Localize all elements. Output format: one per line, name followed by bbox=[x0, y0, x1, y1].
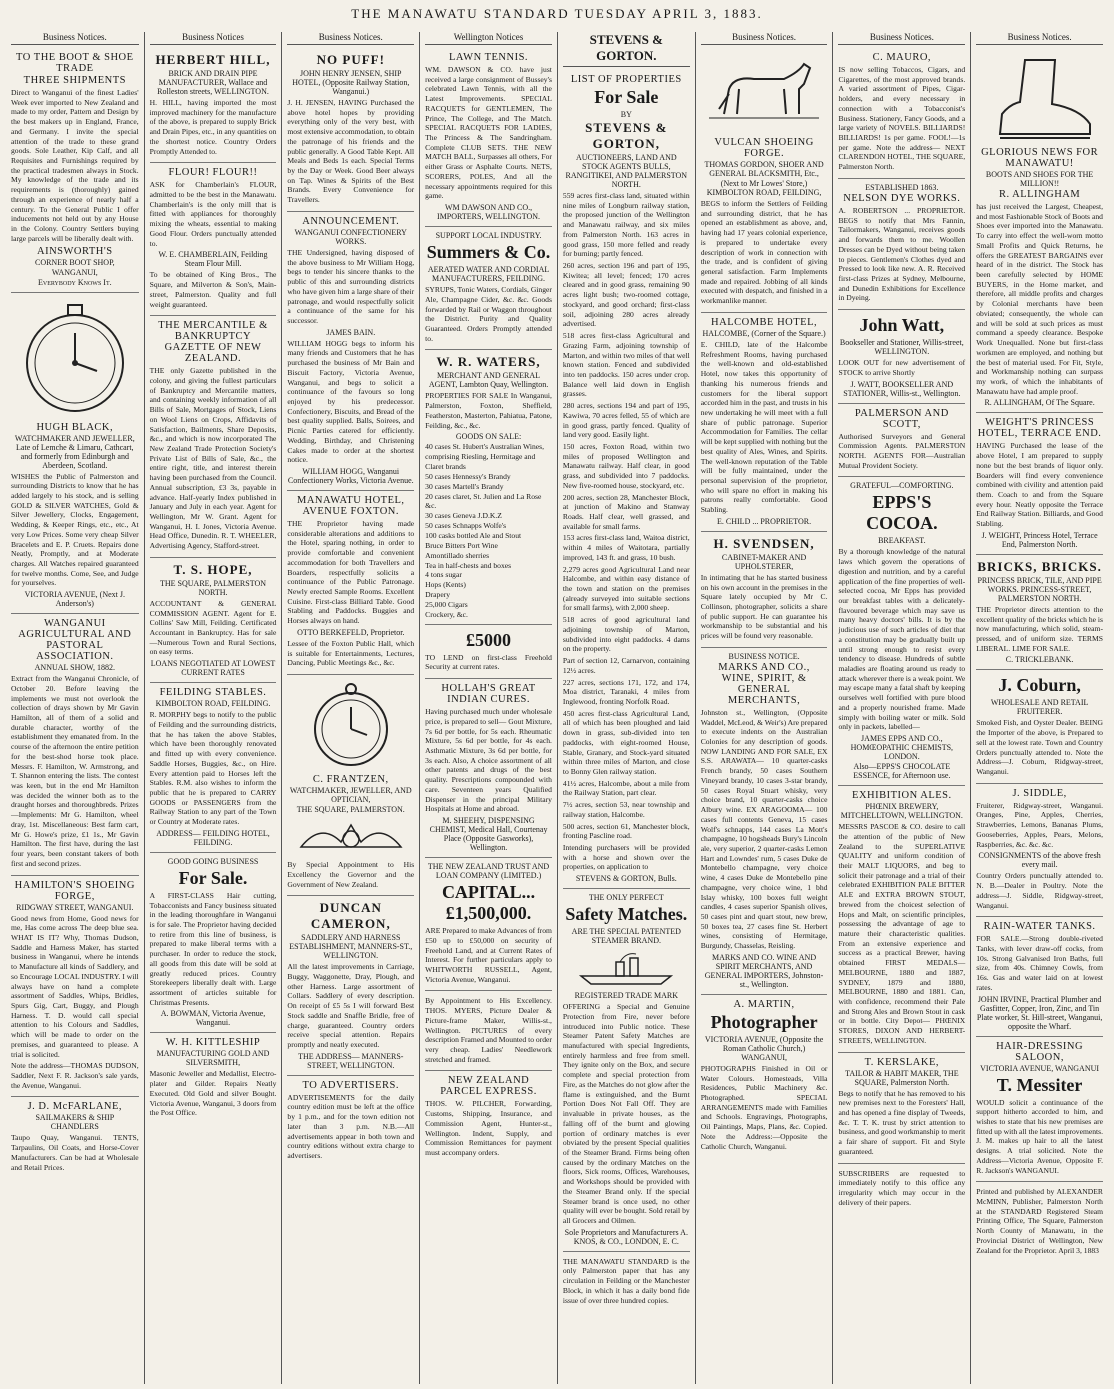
ad-agricultural-association bbox=[11, 614, 139, 875]
ad-title: VULCAN SHOEING FORGE. bbox=[714, 137, 814, 159]
list-item: 153 acres first-class land, Waitoa district, within 4 miles of Waitotara, partially improved, 143 ft. and grass, 10 bush. bbox=[562, 533, 690, 562]
list-item: 280 acres, sections 194 and part of 195, Kawiwa, 70 acres felled, 55 of which are in good grass, partly fenced. Quality of land very good. Easily light. bbox=[562, 401, 690, 440]
column-head: Business Notices. bbox=[287, 32, 414, 45]
ad-signature: A. BOWMAN, Victoria Avenue, Wanganui. bbox=[160, 1009, 266, 1028]
ad-signature: C. TRICKLEBANK. bbox=[1005, 655, 1074, 665]
ad-title: HAMILTON'S SHOEING FORGE, bbox=[14, 879, 135, 902]
column-5 bbox=[557, 32, 695, 1384]
ad-subtitle: MANUFACTURING GOLD AND SILVERSMITH, bbox=[156, 1049, 270, 1068]
ad-signature: JAMES BAIN. bbox=[326, 327, 376, 337]
ad-subtitle: AERATED WATER AND CORDIAL MANUFACTURERS, FEILDING. bbox=[427, 265, 550, 284]
ad-signature: STEVENS & GORTON, Bulls. bbox=[575, 874, 677, 884]
imprint bbox=[976, 1182, 1103, 1261]
column-head: Business Notices bbox=[150, 32, 277, 45]
ad-address: (Next to Mr Lowes' Store,) KIMBOLTON ROAD, FEILDING, bbox=[706, 179, 822, 197]
ad-headline: For Sale. bbox=[178, 867, 248, 888]
ad-body: All the latest improvements in Carriage, Buggy, Waggonette, Dray, Plough, and other Harness. Large assortment of Collars. Saddlery of every description. On receipt of £5 5s I will forward Best Stock saddle and Snaffle Bridle, free of charge, guaranteed. Country orders receive special attention. Repairs promptly and neatly executed. bbox=[287, 962, 415, 1049]
ad-loan-5000 bbox=[425, 625, 552, 679]
ad-subtitle: RIDGWAY STREET, WANGANUI. bbox=[16, 902, 134, 912]
ad-title: NEW ZEALAND PARCEL EXPRESS. bbox=[440, 1075, 537, 1098]
ad-to-advertisers bbox=[287, 1076, 414, 1167]
column-head: STEVENS & GORTON. bbox=[563, 32, 690, 67]
ad-body: PROPERTIES FOR SALE In Wanganui, Palmerston, Foxton, Sheffield, Featherston, Masterton, Pahiatua, Patone, Feilding, &c., &c. bbox=[425, 391, 552, 430]
ad-coburn bbox=[976, 670, 1103, 783]
ad-body: Good news from Home, Good news for me, Has come across The deep blue sea. WHAT IS IT? Why, Thomas Dudson, Saddle and Harness Maker, has started business in Wanganui, where he intends to Manufacture all kinds of Saddlery, and so Encourage LOCAL INDUSTRY. I will always have on hand a complete assortment of Saddles, Whips, Bridles, Spurs Gig, Cart, Buggy, and Plough Harness. T. D. would call special attention to his Colours and Saddles, which will be made to order on the premises, and guaranteed to please. A trial is solicited. bbox=[11, 913, 139, 1059]
ad-title: MANAWATU HOTEL, AVENUE FOXTON. bbox=[296, 495, 405, 517]
columns bbox=[6, 32, 1108, 1384]
ad-headline: T. Messiter bbox=[996, 1074, 1083, 1095]
ad-subtitle: VICTORIA AVENUE, (Opposite the Roman Catholic Church,) WANGANUI, bbox=[704, 1034, 824, 1062]
ad-subscribers bbox=[838, 1164, 965, 1214]
ad-body: THOS. W. PILCHER, Forwarding, Customs, Shipping, Insurance, and Commission Agent, Hunter-st., Wellington. Indent, Supply, and Commission Remittances for payment must accompany orders. bbox=[425, 1099, 552, 1157]
ad-subtitle: ARE THE SPECIAL PATENTED STEAMER BRAND. bbox=[571, 927, 681, 946]
ad-mcfarlane bbox=[11, 1097, 139, 1178]
ad-name: STEVENS & GORTON, bbox=[585, 120, 668, 151]
steamer-ship-icon bbox=[566, 948, 686, 988]
ad-trademark: REGISTERED TRADE MARK bbox=[574, 991, 679, 1001]
ad-hairdressing bbox=[976, 1037, 1103, 1183]
ad-body: Begs to notify that he has removed to his new premises next to the Foresters' Hall, and has opened a fine display of Tweeds, &c. T. T. K. trust by strict attention to business, and good workmanship to merit a fair share of support. Fit and Style guaranteed. bbox=[838, 1088, 966, 1156]
ad-pretitle: SUPPORT LOCAL INDUSTRY. bbox=[435, 231, 542, 241]
ad-body: IS now selling Tobaccos, Cigars, and Cigarettes, of the most approved brands. A varied assortment of Pipes, Cigar-holders, and every necessary in connection with a Tobacconist's Business. Stationery, Fancy Goods, and a large variety of NOVELS. BILLIARDS! BILLIARDS! 1s per game. FOOL!—1s per game. Note the address— NEXT CLARENDON HOTEL, THE SQUARE, Palmerston North. bbox=[838, 65, 966, 172]
ad-subtitle: THREE SHIPMENTS bbox=[23, 75, 126, 86]
ad-subtitle: HALCOMBE, (Corner of the Square.) bbox=[702, 328, 826, 338]
ad-title: FLOUR! FLOUR!! bbox=[168, 167, 258, 179]
column-4 bbox=[419, 32, 557, 1384]
ad-body: MESSRS PASCOE & CO. desire to call the attention of the public of New Zealand to the SUPERLATIVE QUALITY and uniform condition of their MALT LIQUORS, and beg to solicit their patronage and a trial of their celebrated EXHIBITION PALE BITTER ALE and EXTRA BROWN STOUT, brewed from the choicest selection of Hops and Malt, on scientific principles, possessing the advantage of age to mature their characteristic qualities. From an extensive experience and success as a practical Brewer, having obtained FIRST MEDALS— MELBOURNE, 1880 and 1887, SYDNEY, 1879 and 1880, MELBOURNE, 1880 and 1881. Can, with confidence, recommend their Pale and Strong Ales and Brown Stout in cask or in bottle. City Depot— PHŒNIX STORES, DIXON AND HERBERT-STREETS, WELLINGTON. bbox=[838, 822, 966, 1045]
ad-kittleship bbox=[150, 1033, 277, 1124]
ad-title: PALMERSON AND SCOTT, bbox=[854, 407, 949, 430]
ad-headline: £5000 bbox=[466, 629, 512, 650]
ad-signature: AINSWORTH'S bbox=[37, 245, 113, 257]
ad-bricks bbox=[976, 555, 1103, 671]
ad-title: DUNCAN CAMERON, bbox=[310, 900, 391, 932]
ad-pretitle: GRATEFUL—COMFORTING. bbox=[850, 481, 954, 491]
ad-headline: For Sale bbox=[594, 87, 659, 107]
ad-name: NELSON DYE WORKS. bbox=[843, 192, 961, 204]
ad-title: BRICKS, BRICKS. bbox=[977, 558, 1102, 574]
ad-body: SYRUPS, Tonic Waters, Cordials, Ginger Ale, Champagne Cider, &c. &c. Goods forwarded by Rail or Waggon throughout the District. Purity and Quality Guaranteed. Orders Promptly attended to. bbox=[425, 285, 552, 343]
ad-signature: R. ALLINGHAM, Of The Square. bbox=[984, 398, 1095, 408]
list-item: 30 cases Martell's Brandy bbox=[425, 481, 504, 491]
ad-body: Having purchased much under wholesale price, is prepared to sell— Gout Mixture, 7s 6d per bottle, for 5s each. Rheumatic Mixture, 5s 6d per bottle, for 4s each. Asthmatic Mixture, 3s 6d per bottle, for 3s each. Also, A choice assortment of all other patents and drugs of the best quality. Prescriptions compounded with care. Seventeen years Qualified Dispenser in the principal Military Hospitals at Home and abroad. bbox=[425, 707, 552, 814]
ad-duncan-cameron bbox=[287, 896, 414, 1075]
ad-title: WEIGHT'S PRINCESS HOTEL, TERRACE END. bbox=[977, 417, 1102, 440]
ad-signature: M. SHEEHY, DISPENSING CHEMIST, Medical Hall, Courtenay Place (Opposite Gasworks), Wellington. bbox=[429, 816, 548, 853]
ad-title: H. SVENDSEN, bbox=[713, 535, 815, 551]
ad-title: THE MERCANTILE & BANKRUPTCY GAZETTE OF NEW ZEALAND. bbox=[158, 320, 268, 365]
list-item: 200 acres, section 28, Manchester Block, at junction of Makino and Stanway Roads. Half clear, well grassed, and available for small farms. bbox=[562, 492, 690, 531]
ad-subtitle: THE SQUARE, PALMERSTON NORTH. bbox=[160, 578, 267, 597]
ad-subtitle: SAILMAKERS & SHIP CHANDLERS bbox=[35, 1113, 115, 1132]
ad-signature: Everybody Knows It. bbox=[37, 277, 112, 287]
list-item: Hops (Kents) bbox=[425, 580, 466, 590]
ad-body: By Appointment to His Excellency. THOS. MYERS, Picture Dealer & Picture-frame Maker, Willis-st., Wellington. PICTURES of every description Framed and Mounted to order very cheap. Ladies' Needlework stretched and framed. bbox=[425, 996, 552, 1064]
property-list bbox=[563, 191, 690, 841]
ad-body: SUBSCRIBERS are requested to immediately notify to this office any irregularity which may occur in the delivery of their papers. bbox=[838, 1168, 966, 1207]
ad-john-watt bbox=[838, 310, 965, 403]
ad-martin-photographer bbox=[701, 995, 828, 1157]
ad-title: ANNOUNCEMENT. bbox=[302, 215, 400, 227]
ad-body: HAVING Purchased the lease of the above Hotel, I am prepared to supply none but the best brands of liquor only. Boarders will find every convenience combined with civility and attention paid them. Coach to and from the Square every hour. Neatly opposite the Terrace End Railway Station. Billiards, and Good Stabling. bbox=[976, 441, 1103, 529]
ad-body: A FIRST-CLASS Hair cutting, Tobacconists and Fancy business situated in the leading thoroughfare in Wanganui is for sale. The Proprietor having decided to retire from this line of business, is prepared to make liberal terms with a purchaser. In order to reduce the stock, all goods from this date will be sold at greatly reduced prices. Country Storekeepers liberally dealt with. Large assortment of articles suitable for Christmas Presents. bbox=[149, 890, 277, 1007]
ad-body: TO LEND on first-class Freehold Security at current rates. bbox=[425, 652, 552, 672]
ad-mercantile-gazette bbox=[150, 316, 277, 558]
ad-signature: MARKS AND CO. WINE AND SPIRIT MERCHANTS, AND GENERAL IMPORTERS, Johnston-st., Wellington. bbox=[704, 952, 824, 989]
ad-signature: WM DAWSON AND CO., IMPORTERS, WELLINGTON. bbox=[437, 203, 541, 222]
list-item: 2,279 acres good Agricultural Land near Halcombe, and within easy distance of the town and station on the premises (already surveyed into suitable sections for small farms), with 2,000 sheep. bbox=[562, 564, 690, 613]
ad-body: THE only Gazette published in the colony, and giving the fullest particulars of Bankruptcy and Mercantile matters, and containing weekly information of all Bills of Sale, Mortgages of Stock, Liens on Wool Liens on Crops, Affidavits of Satisfaction, Bailments, Share Deposits, &c., and which is now incorporated The New Zealand Trade Protection Society's Private List of Bills of Sale, &c., the entire right, title, and interest therein having been purchased from the Council. Annual subscription, £3 3s, payable in advance. Half-yearly Index published in January and July in each year. Agent for Wellington, Mr W. Grant. Agent for Wanganui, H. I. Jones, Victoria Avenue. Head Office, Dunedin. R. T. WHEELER, Advertising Agency, Stafford-street. bbox=[149, 366, 277, 551]
ad-wr-waters bbox=[425, 350, 552, 624]
ad-stevens-gorton bbox=[563, 70, 690, 889]
list-item: 50 cases Schnapps Wolfe's bbox=[425, 521, 507, 531]
ad-herbert-hill bbox=[150, 48, 277, 163]
ad-body: Extract from the Wanganui Chronicle, of October 20. Before leaving the implements we must not overlook the collection of drays shown by Mr Gavin Hamilton, all of them of a solid and durable character, worthy of the establishment they emanated from. In the course of the afternoon the entire petition for the best-shod horse took place. Messrs. F. Hamilton, W. Armstrong, and T. Shannon entering the lists. The contest was keen, but in the end Mr Hamilton was decided the winner both as to the draught horses and thoroughbreds. Prizes—Implements: Mr G. Hamilton, wheel dray, 1st. Miscellaneous: Best farm cart, Mr G. Howe's prize, £1 1s., Mr Gavin Hamilton. The first have, during the last four years, been constant takers of both first and second prizes. bbox=[11, 674, 139, 868]
list-item: 260 acres, section 196 and part of 195, Kiwitea; all level; fenced; 170 acres cleared and in good grass, remaining 90 acres light bush; two-roomed cottage, stockyard, and good orchard; first-class soil, adjoining 280 acres already advertised. bbox=[562, 261, 690, 329]
ad-body: WISHES the Public of Palmerston and surrounding Districts to know that he has added largely to his stock, and is selling GOLD & SILVER WATCHES, Gold & Silver Jewellery, Clocks, Engagement, Wedding, & Keeper Rings, etc., etc., At very Low Prices. Some very cheap Silver Bracelets and E. P. Cruets. Repairs done Neatly, Promptly, and at Moderate charges. All Watches repaired guaranteed for twelve months. Come, See, and Judge for yourselves. bbox=[11, 471, 139, 588]
ad-subtitle: PHŒNIX BREWERY, MITCHELLTOWN, WELLINGTON. bbox=[840, 802, 963, 821]
ad-confectionery-works bbox=[287, 212, 414, 491]
ad-body: E. CHILD, late of the Halcombe Refreshment Rooms, having purchased the well-known and old-established Hotel, now takes this opportunity of thanking his numerous friends and customers for the liberal support accorded him in the past, and trusts in his new undertaking he will meet with a full share of public patronage. Superior Accommodation for Families. The cellar will be kept supplied with nothing but the best quality of Ales, Wines, and Spirits. The well-known reputation of the Table will be fully maintained, under the personal supervision of the proprietor, who will spare no effort in making his patrons really comfortable. Good Stabling. bbox=[700, 339, 828, 515]
ad-subtitle: VICTORIA AVENUE, WANGANUI bbox=[980, 1063, 1100, 1073]
list-item: Part of section 12, Carnarvon, containing 12½ acres. bbox=[562, 656, 690, 675]
ad-body: By a thorough knowledge of the natural laws which govern the operations of digestion and nutrition, and by a careful application of the fine properties of well-selected cocoa, Mr Epps has provided our breakfast tables with a delicately-flavoured beverage which may save us many heavy doctors' bills. It is by the judicious use of such articles of diet that a constitution may be gradually built up until strong enough to resist every tendency to disease. Hundreds of subtle maladies are floating around us ready to attack wherever there is a weak point. We may escape many a fatal shaft by keeping ourselves well fortified with pure blood and a properly nourished frame. Made simply with boiling water or milk. Sold only in packets, labelled— bbox=[838, 547, 966, 732]
ad-name: R. ALLINGHAM bbox=[998, 189, 1081, 200]
ad-body: A. ROBERTSON ... PROPRIETOR. BEGS to notify that Mrs Fannin, Tailormakers, Wanganui, receives goods and forwards them to me. Woollen Dresses can be Dyed without being taken to pieces. Gentlemen's Clothes dyed and Pressed to look like new. A. R. Received first-class Prizes at Sydney, Melbourne, and Dunedin Exhibitions for Excellence in Dyeing. bbox=[838, 205, 966, 303]
ad-note: Lessee of the Foxton Public Hall, which is suitable for Entertainments, Lectures, Dancing, Public Meetings &c., &c. bbox=[287, 638, 415, 668]
ad-svendsen bbox=[701, 532, 828, 648]
ad-kerslake bbox=[838, 1053, 965, 1164]
list-item: Drapery bbox=[425, 590, 451, 600]
ad-title: LIST OF PROPERTIES bbox=[570, 74, 682, 85]
ad-body: Country Orders punctually attended to. N. B.—Dealer in Poultry. Note the address—J. Siddle, Ridgway-street, Wanganui. bbox=[976, 871, 1103, 910]
ad-subtitle: TAILOR & HABIT MAKER, THE SQUARE, Palmerston North. bbox=[845, 1068, 959, 1087]
ad-subtitle: WANGANUI CONFECTIONERY WORKS. bbox=[294, 227, 407, 246]
ad-name: MARKS AND CO., WINE, SPIRIT, & GENERAL MERCHANTS, bbox=[718, 661, 810, 706]
ad-title: Summers & Co. bbox=[426, 242, 551, 263]
ad-headline: CAPITAL...£1,500,000. bbox=[441, 882, 536, 924]
ad-body: ASK for Chamberlain's FLOUR, admitted to be the best in the Manawatu. Chamberlain's is the only mill that is fitted with appliances for thoroughly mixing the wheats, essential to making Good Flour. Orders punctually attended to. bbox=[149, 180, 277, 248]
ad-body: has just received the Largest, Cheapest, and most Fashionable Stock of Boots and Shoes ever imported into the Manawatu. To carry into effect the well-worn motto Small Profits and Quick Returns, he offers the GREATEST BARGAINS ever heard of in the district. The Stock has been carefully selected by HOME BUYERS, in the Home market, and therefore, all middle profits and charges by Colonial merchants have been obviated; consequently, the whole can and will be sold at such prices as must command a speedy clearance. Bespoke Work Unequalled. None but first-class workmen are employed, and nothing but the best of material used. For Fit, Style, and Workmanship nothing can surpass my work, of which the inhabitants of Manawatu have had ample proof. bbox=[976, 202, 1103, 396]
column-head: Business Notices. bbox=[701, 32, 828, 45]
ad-subtitle: ANNUAL SHOW, 1882. bbox=[34, 663, 115, 673]
column-head: Wellington Notices bbox=[425, 32, 552, 45]
ad-title: GOOD GOING BUSINESS bbox=[167, 856, 259, 866]
ad-title: C. FRANTZEN, bbox=[312, 774, 389, 786]
ad-siddle bbox=[976, 784, 1103, 917]
ad-flour bbox=[150, 163, 277, 316]
ad-summers bbox=[425, 227, 552, 350]
list-item: 30 cases Geneva J.D.K.Z bbox=[425, 511, 502, 521]
ad-body: Taupo Quay, Wanganui. TENTS, Tarpaulins, Oil Coats, and Horse-Cover Manufacturers. Can be had at Wholesale and Retail Prices. bbox=[11, 1133, 139, 1172]
ad-hugh-black bbox=[11, 293, 139, 615]
ad-subtitle: PRINCESS BRICK, TILE, AND PIPE WORKS. PRINCESS-STREET, PALMERSTON NORTH. bbox=[977, 575, 1102, 603]
ad-title: T. KERSLAKE, bbox=[864, 1056, 939, 1068]
ad-body: OFFERING a Special and Genuine Protection from Fire, never before introduced into Public notice. These Steamer Patent Safety Matches are manufactured with special Ingredients, entirely harmless and free from smell. They ignite only on the Box, and secure complete and special protection from Fire, as the Matches do not glow after the flame is extinguished, and the Burnt Portion Does Not Fall Off. They are invaluable in private houses, as the falling off of the burnt and glowing portion of ordinary matches is ever obviated by the present Special qualities of the Steamer Brand. Firms being often caused by the ordinary Matches on the floors, Sick rooms, Offices, Warehouses, and Workshops should be provided with the Steamer Brand only. If the special Steamer brand is once used, no other quality will ever be bought. Sold retail by all Grocers and Oilmen. bbox=[562, 1002, 690, 1225]
royal-crest-icon bbox=[291, 817, 411, 857]
ad-tanks bbox=[976, 917, 1103, 1036]
ad-title: GOODS ON SALE: bbox=[455, 432, 522, 442]
ad-boot-shoe-trade bbox=[11, 48, 139, 293]
column-7 bbox=[832, 32, 970, 1384]
ad-body: WOULD solicit a continuance of the support hitherto accorded to him, and wishes to state that his new premises are fitted up with all the latest improvements. J. M. makes up hair to all the latest designs. A trial solicited. Note the Address—Victoria Avenue, Opposite F. R. Jackson's WANGANUI. bbox=[976, 1097, 1103, 1175]
ad-body: BEGS to inform the Settlers of Feilding and surrounding district, that he has opened an establishment as above, and, having had 17 years colonial experience, is prepared to undertake every description of work in connection with the trade, and is confident of giving general satisfaction. Farm Implements made and repaired. Jobbing of all kinds executed with despatch, and finished in a workmanlike manner. bbox=[700, 199, 828, 306]
ad-subtitle: AUCTIONEERS, LAND AND STOCK AGENTS BULLS, RANGITIKEI, AND PALMERSTON NORTH. bbox=[565, 153, 688, 189]
masthead: THE MANAWATU STANDARD TUESDAY APRIL 3, 1883. bbox=[351, 6, 763, 21]
ad-subtitle: BRICK AND DRAIN PIPE MANUFACTURER, Wallace and Rolleston streets, WELLINGTON. bbox=[157, 69, 269, 96]
ad-safety-matches bbox=[563, 889, 690, 1252]
ad-frantzen bbox=[287, 675, 414, 896]
ad-body: WM. DAWSON & CO. have just received a large consignment of Bussey's celebrated Lawn Tennis, with all the Latest Improvements. SPECIAL RACQUETS for GENTLEMEN, The Prince, The College, and The Match. SPECIAL RACQUETS FOR LADIES, The Princess & The Sandringham. Complete CLUB SETS. THE NEW MATCH BALL, Surpasses all others, For either Grass or Asphalte Courts. NETS, SCORERS, POLES, And all the necessary appointments required for this game. bbox=[425, 65, 552, 201]
list-item: 150 acres, Foxton Road, within two miles of proposed Wellington and Manawatu railway. Half clear, in good grass, and subdivided into 7 paddocks. New five-roomed house, stockyard, etc. bbox=[562, 441, 690, 490]
list-item: Crockery, &c. bbox=[425, 609, 468, 619]
ad-body: R. MORPHY begs to notify to the public of Feilding and the surrounding districts, that he has taken the above Stables, which have been thoroughly renovated and fitted up with every convenience. Saddle Horses, Buggies, &c., on Hire. Every attention paid to Horses left the Stables. R.M. also wishes to inform the public that he is prepared to CARRY GOODS or PASSENGERS from the Railway Station to any part of the Town or Country at Moderate rates. bbox=[149, 710, 277, 827]
ad-subtitle: JOHN HENRY JENSEN, SHIP HOTEL, (Opposite Railway Station, Wanganui.) bbox=[292, 69, 410, 96]
ad-title: GLORIOUS NEWS FOR MANAWATU! bbox=[981, 147, 1099, 169]
ad-title: RAIN-WATER TANKS. bbox=[983, 921, 1096, 933]
ad-subtitle: WHOLESALE AND RETAIL FRUITERER. bbox=[990, 698, 1089, 717]
ad-title: J. D. McFARLANE, bbox=[27, 1101, 123, 1113]
ad-signature: J. WEIGHT, Princess Hotel, Terrace End, Palmerston North. bbox=[981, 530, 1098, 549]
ad-title: HALCOMBE HOTEL, bbox=[711, 316, 818, 328]
ad-title: J. SIDDLE, bbox=[1012, 787, 1067, 799]
ad-address: VICTORIA AVENUE, (Next J. Anderson's) bbox=[24, 590, 125, 609]
ad-body: Johnston st., Wellington, (Opposite Waddel, McLeod, & Weir's) Are prepared to execute indents on the Australian Colonies for any description of goods. NOW LANDING AND FOR SALE, EX S.S. ARAWATA— 10 quarter-casks French brandy, 50 cases Southern Vineyard brandy, 10 cases 3-star brandy, 50 cases Royal Stuart whisky, very choice brand, 10 quarter-casks choice Albury wine. EX ARAGOOMA— 100 cases full contents Geneva, 15 cases Wolf's schnapps, 144 cases La Mott's champagne, 10 hogsheads Bury's Lincoln ale, very superior, 2 quarter-casks Lemon Hart and Lowndes' rum, 5 cases Duke de Montebello champagne, very choice wine, 4 cases Duke de Montebello pine champagne, very choice wine, 1 bhd Islay whisky, 100 boxes full weight candles, 4 cases superior Spanish olives, 50 cases pint and quart stout, new brew, 50 boxes tea, 27 cases fine St. Herbert wines, consisting of Hermitage, Burgundy, Chasselas, Reisling. bbox=[700, 707, 828, 951]
list-item: 559 acres first-class land, situated within nine miles of Longburn railway station, the proposed junction of the Wellington and Manawatu railway, and six miles from Palmerston North. 163 acres in good grass, 150 more felled and ready for burning; partly fenced. bbox=[562, 191, 690, 259]
ad-address: THE SQUARE, PALMERSTON. bbox=[296, 805, 405, 815]
ad-title: ESTABLISHED 1863. bbox=[865, 182, 939, 192]
ad-body: WILLIAM HOGG begs to inform his many friends and Customers that he has purchased the business of Mr Bain and Biscuit Factory, Victoria Avenue, Wanganui, and begs to solicit a continuance of the favours so long enjoyed by his predecessor. Confectionery, Biscuits, and Bread of the best quality supplied. Balls, Soirees, and Picnic Parties catered for efficiently. Wedding, Birthday, and Christening Cakes made to order at the shortest notice. bbox=[287, 338, 415, 465]
column-3 bbox=[281, 32, 419, 1384]
ad-standard-notice bbox=[563, 1252, 690, 1312]
ad-note: Also—EPPS'S CHOCOLATE ESSENCE, for Afternoon use. bbox=[853, 762, 951, 781]
ad-signature: CORNER BOOT SHOP, bbox=[34, 257, 115, 267]
pocket-watch-icon bbox=[15, 299, 135, 419]
ad-title: FEILDING STABLES. bbox=[159, 687, 267, 699]
ad-title: W. R. WATERS, bbox=[436, 354, 541, 370]
ad-body: FOR SALE.—Strong double-riveted Tanks, with lever draw-off cocks, from 10s. Strong Galvanised Iron Baths, full size, from 40s. Chimney Cowls, from 16s. Gas and water laid on at lowest rates. bbox=[976, 934, 1103, 992]
ad-ship-hotel bbox=[287, 48, 414, 212]
ad-body: Authorised Surveyors and General Commission Agents. PALMERSTON NORTH. AGENTS FOR—Australian Mutual Provident Society. bbox=[838, 431, 966, 470]
ad-title: A. MARTIN, bbox=[733, 998, 795, 1010]
ad-body: H. HILL, having imported the most improved machinery for the manufacture of the above, is prepared to supply Brick and Drain Pipes, etc., in any quantities on the shortest notice. Country Orders Promptly Attended to. bbox=[149, 98, 277, 156]
watch-illustration-icon bbox=[291, 681, 411, 771]
ad-body: THE MANAWATU STANDARD is the only Palmerston paper that has any circulation in Feilding or the Manchester Block, in which it has a daily bond fide issue of over three hundred copies. bbox=[562, 1256, 690, 1305]
ad-title: LAWN TENNIS. bbox=[449, 52, 529, 63]
ad-title: W. H. KITTLESHIP bbox=[165, 1037, 261, 1049]
ad-title: THE NEW ZEALAND TRUST AND LOAN COMPANY (LIMITED.) bbox=[427, 862, 550, 881]
column-2 bbox=[144, 32, 282, 1384]
ad-body: Masonic Jeweller and Medallist, Electro-plater and Gilder. Repairs Neatly Executed. Old Gold and silver Bought. Victoria Avenue, Wanganui, 3 doors from the Post Office. bbox=[149, 1069, 277, 1118]
list-item: 518 acres of good agricultural land adjoining township of Marton, subdivided into eight paddocks. 4 dams on the property. bbox=[562, 615, 690, 654]
ad-body: LOOK OUT for new advertisement of STOCK to arrive Shortly bbox=[838, 358, 966, 377]
ad-body: ACCOUNTANT & GENERAL COMMISSION AGENT. Agent for E. Collins' Saw Mill, Feilding. Certificated Accountant in Bankruptcy. Has for sale—Numerous Town and Rural Sections, on easy terms. bbox=[149, 598, 277, 657]
ad-subtitle: MERCHANT AND GENERAL AGENT, Lambton Quay, Wellington. bbox=[428, 371, 549, 390]
list-item: 20 cases claret, St. Julien and La Rose &c. bbox=[425, 491, 542, 511]
ad-title: HOLLAH'S GREAT INDIAN CURES. bbox=[441, 683, 536, 706]
ad-title: CONSIGNMENTS of the above fresh every mail. bbox=[978, 851, 1101, 870]
ad-title: NO PUFF! bbox=[316, 52, 385, 67]
ad-signature: WANGANUI, bbox=[51, 267, 98, 277]
ad-title: HERBERT HILL, bbox=[155, 52, 271, 67]
ad-body: ADVERTISEMENTS for the daily country edition must be left at the office by 1 p.m., and for the town edition not later than 3 p.m. N.B.—All advertisements appear in both town and country editions without extra charge to advertisers. bbox=[287, 1092, 415, 1160]
ad-title: HUGH BLACK, bbox=[36, 421, 114, 433]
ad-title: WANGANUI AGRICULTURAL AND PASTORAL ASSOCIATION. bbox=[18, 618, 132, 663]
ad-headline: EPPS'S COCOA. bbox=[866, 492, 938, 534]
ad-body: ARE Prepared to make Advances of from £50 up to £50,000 on security of Freehold Land, and at Current Rates of Interest. For further particulars apply to WHITWORTH RUSSELL, Agent, Victoria Avenue, Wanganui. bbox=[425, 926, 552, 984]
ad-body: In intimating that he has started business on his own account in the premises in the Square lately occupied by Mr C. Collinson, photographer, solicits a share of public support. He can guarantee his workmanship to be substantial and his prices will be found very reasonable. bbox=[700, 572, 828, 641]
ad-headline: J. Coburn, bbox=[998, 675, 1081, 696]
ad-good-going-business bbox=[150, 853, 277, 1034]
ad-signature: J. WATT, BOOKSELLER AND STATIONER, Willis-st., Wellington. bbox=[843, 379, 961, 398]
ad-note: LOANS NEGOTIATED AT LOWEST CURRENT RATES bbox=[150, 659, 276, 678]
list-item: 41½ acres, Halcombe, about a mile from the Railway Station, part clear. bbox=[562, 778, 690, 798]
ad-subtitle: Bookseller and Stationer, Willis-street, WELLINGTON. bbox=[839, 338, 964, 357]
list-item: 40 cases St. Hubert's Australian Wines, comprising Riesling, Hermitage and Claret brands bbox=[425, 442, 544, 471]
ad-vulcan-forge bbox=[701, 48, 828, 313]
ad-thos-myers bbox=[425, 991, 552, 1071]
horse-illustration-icon bbox=[704, 54, 824, 134]
ad-signature: Sole Proprietors and Manufacturers A. KNOS, & CO., LONDON, E. C. bbox=[564, 1227, 688, 1246]
ad-headline: Photographer bbox=[710, 1011, 818, 1032]
ad-signature: JOHN IRVINE, Practical Plumber and Gasfitter, Copper, Iron, Zinc, and Tin Plate worker, St. Hill-street, Wanganui, opposite the Wharf. bbox=[976, 994, 1103, 1031]
ad-body: PHOTOGRAPHS Finished in Oil or Water Colours. Homesteads, Villa Residences, Public Machinery &c. Photographed. SPECIAL ARRANGEMENTS made with Families and Schools. Engravings, Photographs, Oil Paintings, Maps, Plans, &c. Copied. Note the Address:—Opposite the Catholic Church, Wanganui. bbox=[700, 1063, 828, 1151]
ad-pretitle: THE ONLY PERFECT bbox=[588, 893, 664, 903]
ad-title: BUSINESS NOTICE. bbox=[728, 651, 800, 661]
ad-subtitle: SADDLERY AND HARNESS ESTABLISHMENT, MANNERS-ST., WELLINGTON. bbox=[289, 933, 413, 961]
goods-list bbox=[425, 442, 552, 619]
imprint-text: Printed and published by ALEXANDER McMINN, Publisher, Palmerston North at the STANDARD Registered Steam Printing Office, The Square, Palmerston North County of Manawatu, in the Provincial District of Wellington, New Zealand for the Proprietor. April 3, 1883 bbox=[976, 1187, 1103, 1255]
list-item: 7½ acres, section 53, near township and railway station, Halcombe. bbox=[562, 800, 690, 819]
list-item: 50 cases Hennessy's Brandy bbox=[425, 471, 511, 481]
ad-subtitle: CABINET-MAKER AND UPHOLSTERER, bbox=[721, 552, 807, 571]
ad-title: TO ADVERTISERS. bbox=[302, 1079, 400, 1091]
ad-title: Safety Matches. bbox=[565, 904, 688, 925]
ad-signature: THE ADDRESS— MANNERS-STREET, WELLINGTON. bbox=[298, 1051, 404, 1070]
list-item: 450 acres first-class Agricultural Land, all of which has been ploughed and laid down in grass, sub-divided into ten paddocks, with eight-roomed House, Stable, Granary, and Stock-yard situated within three miles of Marton, and close to Bonny Glen railway station. bbox=[562, 708, 690, 776]
ad-title: C. MAURO, bbox=[872, 52, 932, 63]
list-item: Bruce Bitters Port Wine bbox=[425, 540, 498, 550]
list-item: Amontillado sherries bbox=[425, 550, 490, 560]
list-item: 100 casks bottled Ale and Stout bbox=[425, 530, 522, 540]
ad-body: Smoked Fish, and Oyster Dealer. BEING the Importer of the above, is Prepared to sell at the lowest rate. Town and Country Orders punctually attended to. Note the Address—J. Coburn, Ridgway-street, Wanganui. bbox=[976, 718, 1103, 777]
list-item: 25,000 Cigars bbox=[425, 600, 468, 609]
ad-subtitle: KIMBOLTON ROAD, FEILDING. bbox=[155, 699, 271, 709]
ad-marks-co bbox=[701, 648, 828, 995]
column-head: Business Notices. bbox=[11, 32, 139, 45]
ad-mauro bbox=[838, 48, 965, 179]
ad-signature: Note the address—THOMAS DUDSON, Saddler, Next F. R. Jackson's sale yards, the Avenue, Wanganui. bbox=[11, 1061, 139, 1090]
ad-signature: ADDRESS— FEILDING HOTEL, FEILDING. bbox=[156, 828, 270, 847]
ad-signature: OTTO BERKEFELD, Proprietor. bbox=[297, 627, 405, 637]
ad-body: By Special Appointment to His Excellency the Governor and the Government of New Zealand. bbox=[287, 860, 415, 889]
column-8 bbox=[970, 32, 1108, 1384]
column-head: Business Notices. bbox=[976, 32, 1103, 45]
ad-parcel-express bbox=[425, 1071, 552, 1163]
ad-title: TO THE BOOT & SHOE TRADE bbox=[16, 52, 134, 74]
list-item: 518 acres first-class Agricultural and Grazing Farm, adjoining township of Marton, and within two miles of that well known station. Fenced and subdivided into ten paddocks. 150 acres under crop. Balance well laid down in English grasses. bbox=[562, 331, 690, 399]
ad-note: Intending purchasers will be provided with a horse and shown over the properties, on application to bbox=[562, 843, 690, 872]
ad-trust-loan bbox=[425, 858, 552, 991]
ad-signature: JAMES EPPS AND CO., HOMŒOPATHIC CHEMISTS, LONDON. bbox=[850, 734, 954, 762]
ad-subtitle: BREAKFAST. bbox=[878, 536, 926, 546]
ad-name: THOMAS GORDON, SHOER AND GENERAL BLACKSMITH, Etc., bbox=[704, 160, 824, 178]
list-item: 4 tons sugar bbox=[425, 570, 462, 580]
ad-body: THE Undersigned, having disposed of the above business to Mr William Hogg, begs to tender his sincere thanks to the public of this and surrounding districts who have given him a large share of their patronage, and would respectfully solicit a continuance of the same for his successor. bbox=[287, 247, 415, 325]
ad-title: EXHIBITION ALES. bbox=[852, 790, 952, 802]
ad-allingham bbox=[976, 48, 1103, 413]
ad-lawn-tennis bbox=[425, 48, 552, 227]
ad-halcombe-hotel bbox=[701, 313, 828, 532]
ad-title: T. S. HOPE, bbox=[173, 561, 253, 577]
ad-note: To be obtained of King Bros., The Square, and Milverton & Son's, Main-street, Palmerston. Quality and full weight guaranteed. bbox=[149, 270, 277, 309]
ad-signature: WILLIAM HOGG, Wanganui Confectionery Works, Victoria Avenue. bbox=[287, 467, 414, 485]
ad-signature: W. E. CHAMBERLAIN, Feilding Steam Flour Mill. bbox=[158, 250, 268, 269]
ad-epps-cocoa bbox=[838, 477, 965, 786]
ad-palmerson-scott bbox=[838, 404, 965, 478]
ad-feilding-stables bbox=[150, 683, 277, 853]
ad-body: THE Proprietor directs attention to the excellent quality of the bricks which he is now manufacturing, which solid, steam-pressed, and of uniform size. TERMS LIBERAL. LIME FOR SALE. bbox=[976, 604, 1103, 653]
ad-body: Direct to Wanganui of the finest Ladies' Week ever imported to New Zealand and made to my order, Pattern and Design by the best makers up in England, France, and Germany. I invite the special attention of the trade to these grand goods. Sole Leather, Kip Calf, and all Requisites and Furnishings required by the practical tradesmen always in Stock. My knowledge of the trade and its requirements is (thoroughly) gained through an experience of nearly half a century. To the General Public I offer inducements not held out by any House in the Colony. Country Settlers buying large parcels will be liberally dealt with. bbox=[11, 88, 139, 243]
ad-subtitle: WATCHMAKER, JEWELLER, AND OPTICIAN, bbox=[289, 786, 412, 805]
column-head: Business Notices. bbox=[838, 32, 965, 45]
ad-subtitle: BY bbox=[620, 110, 632, 119]
ad-princess-hotel bbox=[976, 413, 1103, 554]
ad-manawatu-hotel bbox=[287, 491, 414, 675]
ad-ts-hope bbox=[150, 558, 277, 683]
ad-body: J. H. JENSEN, HAVING Purchased the above hotel hopes by providing everything only of the very best, with most extensive accommodation, to obtain the patronage of his friends and the public generally. A Good Table Kept. All Meals and Beds 1s each. Special Terms by the Day or Week. Good Beer always on Tap. Wines & Spirits of the Best Brands. Every Convenience for Travellers. bbox=[287, 98, 415, 205]
column-6 bbox=[695, 32, 833, 1384]
ad-headline: John Watt, bbox=[859, 315, 945, 336]
ad-subtitle: BOOTS AND SHOES FOR THE MILLION!! bbox=[985, 170, 1094, 188]
ad-subtitle: WATCHMAKER AND JEWELLER, Late of Lemche & Limaru, Cathcart, and formerly from Edinburgh and Aberdeen, Scotland. bbox=[14, 433, 135, 470]
ad-body: Fruiterer, Ridgway-street, Wanganui. Oranges, Pine, Apples, Cherries, Strawberries, Lemons, Bananas Plums, Gooseberries, Apples, Pears, Melons, Raspberries, &c. &c. &c. bbox=[976, 800, 1103, 849]
ad-signature: E. CHILD ... PROPRIETOR. bbox=[717, 516, 812, 526]
ad-exhibition-ales bbox=[838, 786, 965, 1053]
ad-hamiltons-forge bbox=[11, 876, 139, 1098]
list-item: 227 acres, sections 171, 172, and 174, Moa district, Taranaki, 4 miles from Inglewood, fronting Norfolk Road. bbox=[562, 677, 690, 706]
ad-nelson-dye bbox=[838, 179, 965, 310]
ad-title: HAIR-DRESSING SALOON, bbox=[996, 1040, 1084, 1063]
list-item: 500 acres, section 61, Manchester block, fronting Pascline road. bbox=[562, 821, 690, 841]
column-1 bbox=[6, 32, 144, 1384]
ad-hollah-cures bbox=[425, 679, 552, 858]
ad-body: THE Proprietor having made considerable alterations and additions to the Hotel, sparing nothing, in order to provide comfortable and convenient accommodation for both Travellers and Boarders, respectfully solicits a continuance of the Public Patronage. Newly erected Sample Rooms. Excellent Cuisine. First-class Billiard Table. Good Stabling and Paddocks. Buggies and Horses always on hand. bbox=[287, 519, 415, 626]
list-item: Tea in half-chests and boxes bbox=[425, 560, 512, 570]
boot-illustration-icon bbox=[980, 54, 1100, 144]
